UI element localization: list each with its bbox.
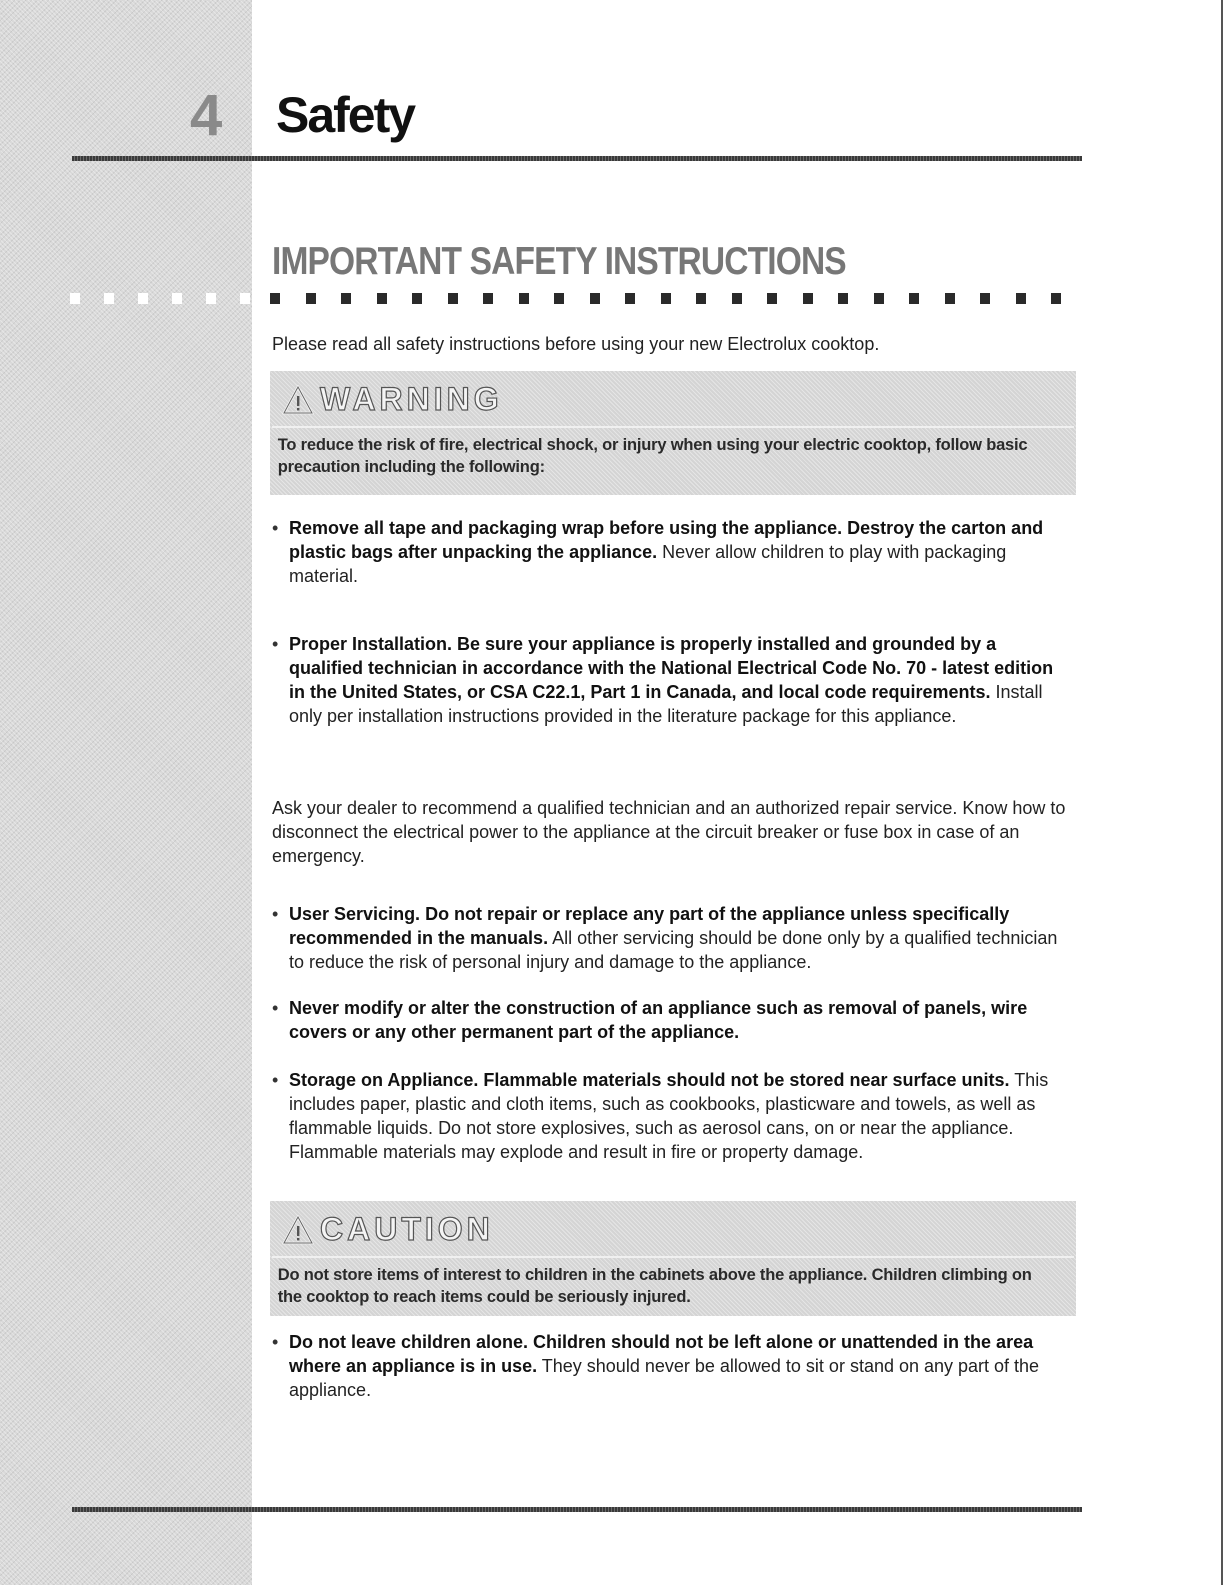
chapter-title: Safety	[276, 87, 415, 143]
caution-text: Do not store items of interest to children in the cabinets above the appliance. Children climbing on the cooktop to reach items could be seriously injured.	[277, 1265, 1032, 1306]
item-bold-text: Never modify or alter the construction of an appliance such as removal of panels, wire covers or any other permanent part of the appliance.	[289, 998, 1028, 1042]
list-item	[272, 1330, 1072, 1402]
dot-divider	[270, 293, 1061, 305]
bottom-rule	[72, 1507, 1082, 1512]
top-rule	[72, 156, 1082, 161]
side-band	[0, 0, 252, 1585]
item-text: This includes paper, plastic and cloth items, such as cookbooks, plasticware and towels, as well as flammable liquids. Do not store explosives, such as aerosol cans, on or near the appliance. Flammable materials may explode and result in fire or property damage.	[289, 1070, 1049, 1162]
item-text: Never allow children to play with packaging material.	[289, 542, 1007, 586]
list-item	[272, 632, 1072, 728]
section-heading: IMPORTANT SAFETY INSTRUCTIONS	[272, 240, 846, 283]
warning-text: To reduce the risk of fire, electrical shock, or injury when using your electric cooktop, follow basic precaution including the following:	[277, 435, 1028, 476]
warning-triangle-icon	[282, 385, 314, 415]
item-bold-text: Storage on Appliance. Flammable materials should not be stored near surface units.	[289, 1070, 1010, 1090]
item-bold-text: Remove all tape and packaging wrap before using the appliance. Destroy the carton and plastic bags after unpacking the appliance.	[289, 518, 1044, 562]
list-item	[272, 996, 1072, 1044]
warning-label: WARNING	[320, 381, 503, 417]
chapter-number: 4	[190, 83, 222, 148]
item-text: Install only per installation instructions provided in the literature package for this appliance.	[289, 682, 1043, 726]
item-bold-text: Do not leave children alone. Children should not be left alone or unattended in the area where an appliance is in use.	[289, 1332, 1034, 1376]
page-edge	[1221, 0, 1223, 1585]
caution-triangle-icon	[282, 1215, 314, 1245]
dealer-paragraph: Ask your dealer to recommend a qualified technician and an authorized repair service. Know how to disconnect the electrical power to the appliance at the circuit breaker or fuse box in case of an emergency.	[272, 798, 1066, 866]
list-item	[272, 516, 1072, 588]
warning-box	[270, 371, 1076, 495]
intro-text: Please read all safety instructions before using your new Electrolux cooktop.	[272, 334, 880, 354]
dot-divider-left	[70, 293, 250, 305]
item-text: All other servicing should be done only by a qualified technician to reduce the risk of personal injury and damage to the appliance.	[289, 928, 1058, 972]
caution-box	[270, 1201, 1076, 1316]
item-bold-text: User Servicing. Do not repair or replace any part of the appliance unless specifically recommended in the manuals.	[289, 904, 1010, 948]
list-item	[272, 1068, 1072, 1164]
list-item	[272, 902, 1072, 974]
caution-label: CAUTION	[320, 1211, 494, 1247]
item-text: They should never be allowed to sit or stand on any part of the appliance.	[289, 1356, 1040, 1400]
item-bold-text: Proper Installation. Be sure your appliance is properly installed and grounded by a qualified technician in accordance with the National Electrical Code No. 70 - latest edition in the United States, or CSA C22.1, Part 1 in Canada, and local code requirements.	[289, 634, 1054, 702]
